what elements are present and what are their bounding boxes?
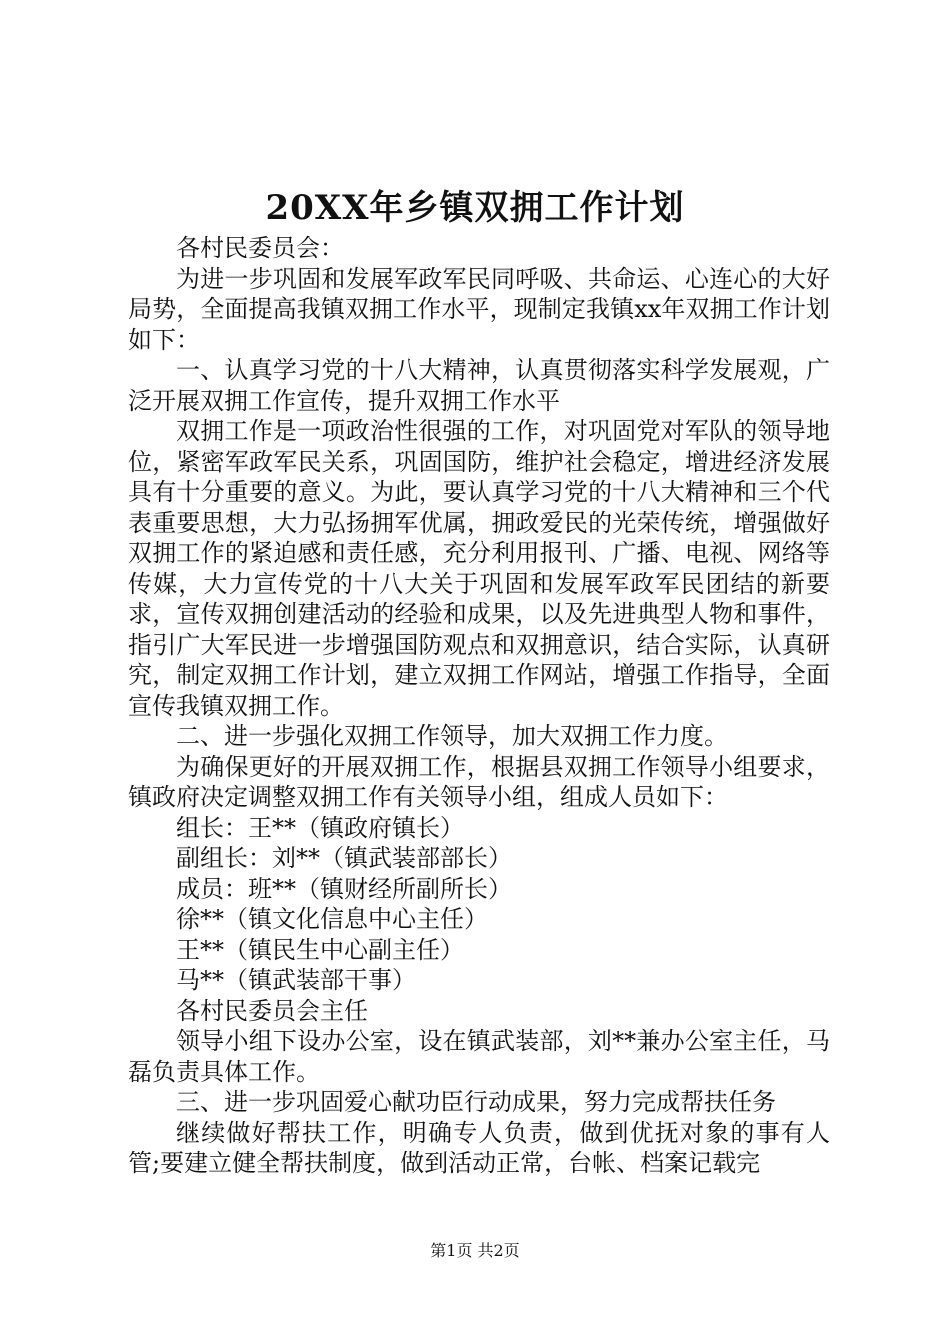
paragraph-section-1: 双拥工作是一项政治性很强的工作，对巩固党对军队的领导地位，紧密军政军民关系，巩固国防，维护社会稳定，增进经济发展具有十分重要的意义。为此，要认真学习党的十八大精神和三个代表重要思想，大力弘扬拥军优属，拥政爱民的光荣传统，增强做好双拥工作的紧迫感和责任感，充分利用报刊、广播、电视、网络等传媒，大力宣传党的十八大关于巩固和发展军政军民团结的新要求，宣传双拥创建活动的经验和成果，以及先进典型人物和事件，指引广大军民进一步增强国防观点和双拥意识，结合实际，认真研究，制定双拥工作计划，建立双拥工作网站，增强工作指导，全面宣传我镇双拥工作。 (128, 417, 830, 720)
member-deputy-leader: 副组长：刘**（镇武装部部长） (176, 844, 512, 872)
member-item: 马**（镇武装部干事） (176, 966, 416, 994)
member-item: 王**（镇民生中心副主任） (176, 935, 464, 964)
paragraph-intro: 为进一步巩固和发展军政军民同呼吸、共命运、心连心的大好局势，全面提高我镇双拥工作水平，现制定我镇xx年双拥工作计划如下： (128, 264, 830, 354)
document-body (128, 233, 830, 1179)
paragraph-section-3: 继续做好帮扶工作，明确专人负责，做到优抚对象的事有人管;要建立健全帮扶制度，做到活动正常，台帐、档案记载完 (128, 1118, 830, 1177)
paragraph-office: 领导小组下设办公室，设在镇武装部，刘**兼办公室主任，马磊负责具体工作。 (128, 1027, 830, 1086)
member-item: 徐**（镇文化信息中心主任） (176, 905, 488, 933)
document-title: 20XX年乡镇双拥工作计划 (265, 188, 685, 228)
section-heading-2: 二、进一步强化双拥工作领导，加大双拥工作力度。 (176, 722, 728, 750)
section-heading-3: 三、进一步巩固爱心献功臣行动成果，努力完成帮扶任务 (176, 1088, 776, 1116)
paragraph-salutation: 各村民委员会： (176, 234, 344, 262)
section-heading-1: 一、认真学习党的十八大精神，认真贯彻落实科学发展观，广泛开展双拥工作宣传，提升双拥工作水平 (128, 356, 830, 415)
member-leader: 组长：王**（镇政府镇长） (176, 813, 464, 842)
page-footer: 第1页 共2页 (430, 1241, 520, 1260)
paragraph-section-2: 为确保更好的开展双拥工作，根据县双拥工作领导小组要求，镇政府决定调整双拥工作有关领导小组，组成人员如下： (128, 752, 830, 811)
member-item: 各村民委员会主任 (176, 996, 368, 1025)
member-item: 成员：班**（镇财经所副所长） (176, 874, 512, 903)
